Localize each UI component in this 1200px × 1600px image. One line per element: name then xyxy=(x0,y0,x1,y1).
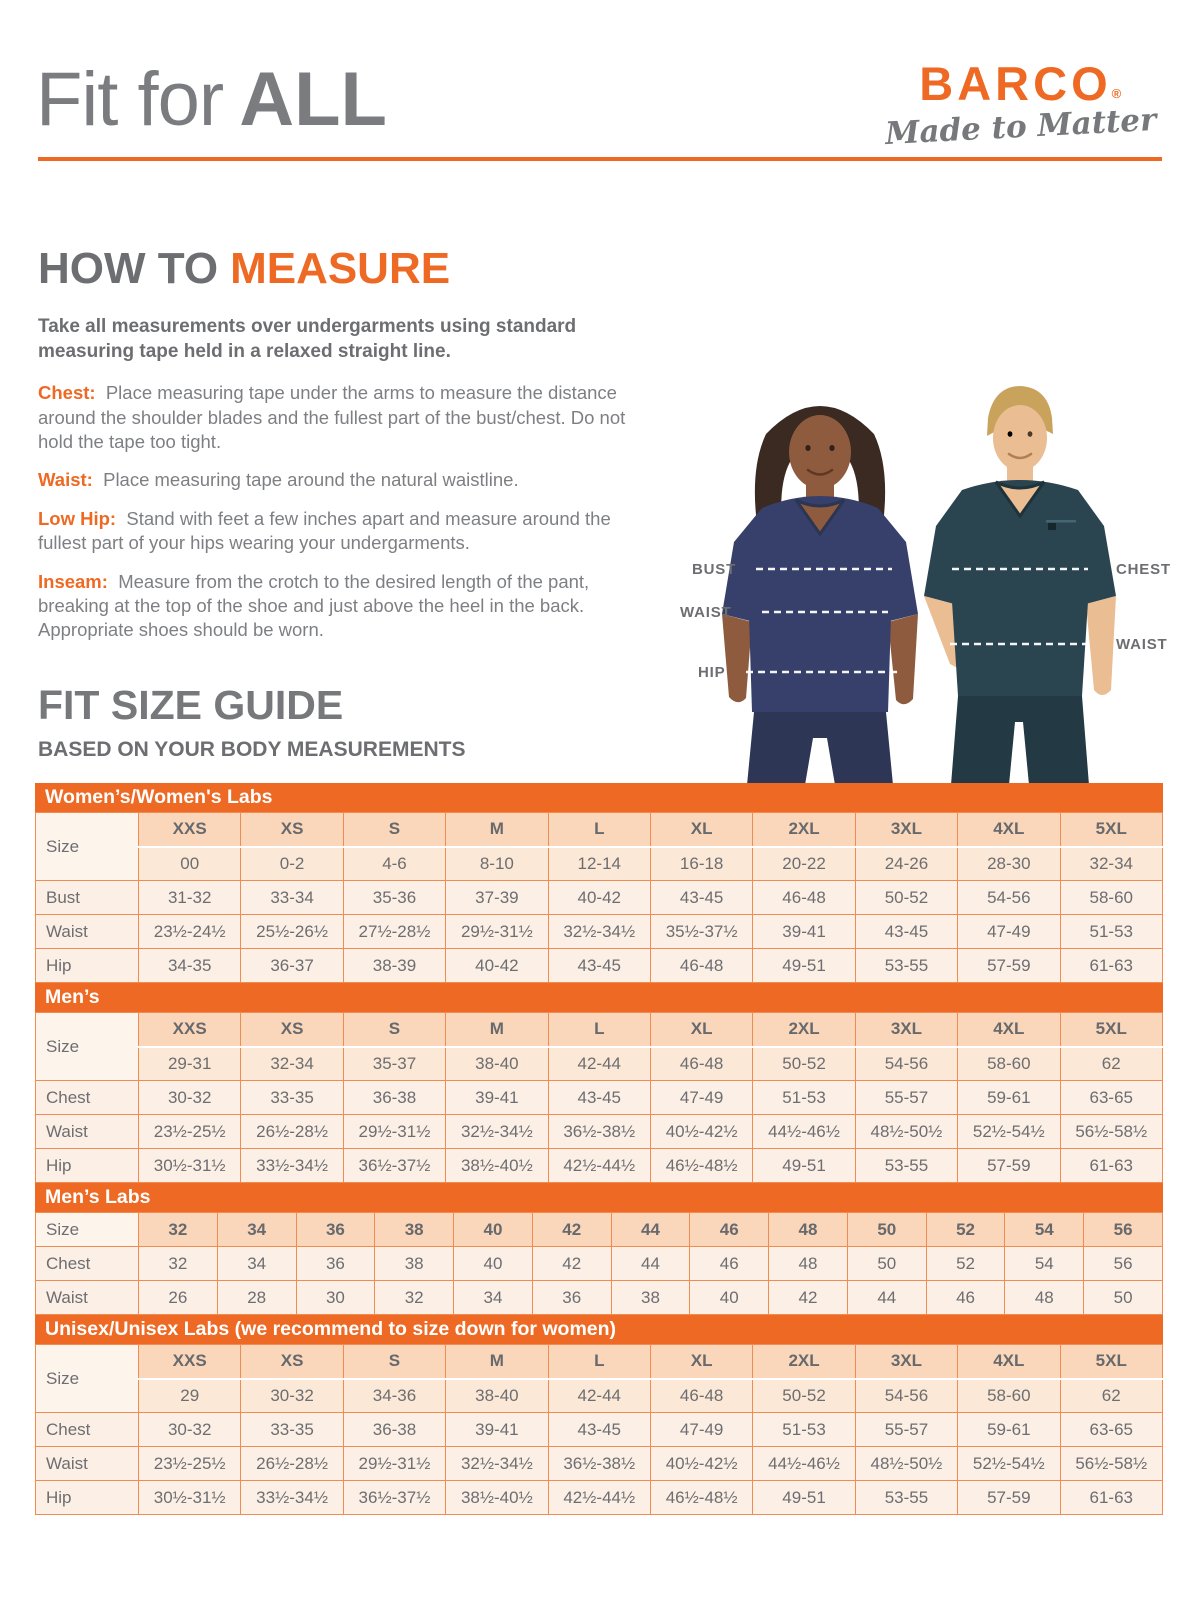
measurement-cell: 57-59 xyxy=(958,949,1060,983)
measurement-cell: 44 xyxy=(611,1247,690,1281)
size-number-cell: 46-48 xyxy=(650,1379,752,1413)
measurement-cell: 47-49 xyxy=(650,1413,752,1447)
size-number-cell: 32-34 xyxy=(1060,847,1162,881)
measurement-cell: 46-48 xyxy=(753,881,855,915)
size-name-cell: 5XL xyxy=(1060,1345,1162,1379)
size-number-cell: 38-40 xyxy=(446,1047,548,1081)
page-title xyxy=(36,56,387,143)
measurement-cell: 61-63 xyxy=(1060,1481,1162,1515)
measurement-cell: 44½-46½ xyxy=(753,1447,855,1481)
table-header-row xyxy=(36,813,1163,847)
measure-item-2 xyxy=(38,507,630,556)
size-number-cell: 42-44 xyxy=(548,1379,650,1413)
size-number-row xyxy=(36,1379,1163,1413)
measurement-cell: 27½-28½ xyxy=(343,915,445,949)
measurement-row xyxy=(36,949,1163,983)
measurement-cell: 30½-31½ xyxy=(139,1481,241,1515)
size-name-cell: 32 xyxy=(139,1213,218,1247)
man-pocket-logo xyxy=(1048,523,1056,530)
measurement-cell: 36 xyxy=(296,1247,375,1281)
measurement-cell: 48½-50½ xyxy=(855,1115,957,1149)
measurement-cell: 53-55 xyxy=(855,1149,957,1183)
measurement-cell: 52 xyxy=(926,1247,1005,1281)
man-pants xyxy=(951,696,1089,785)
woman-arm-right xyxy=(888,614,918,704)
measurement-cell: 63-65 xyxy=(1060,1081,1162,1115)
woman-arm-left xyxy=(722,614,752,702)
measurement-cell: 36-37 xyxy=(241,949,343,983)
size-name-cell: XS xyxy=(241,1013,343,1047)
man-chest-pocket xyxy=(1046,520,1076,523)
measurement-cell: 36 xyxy=(532,1281,611,1315)
measure-item-1 xyxy=(38,468,630,492)
measurement-row xyxy=(36,881,1163,915)
measurement-row xyxy=(36,915,1163,949)
measure-item-label: Inseam: xyxy=(38,570,108,592)
how-to-measure-title-gray: HOW TO xyxy=(38,244,219,293)
size-name-cell: 2XL xyxy=(753,1345,855,1379)
size-name-cell: XXS xyxy=(139,1345,241,1379)
measurement-row xyxy=(36,1281,1163,1315)
size-name-cell: 52 xyxy=(926,1213,1005,1247)
measurement-cell: 38-39 xyxy=(343,949,445,983)
measurement-cell: 34-35 xyxy=(139,949,241,983)
measurement-cell: 26½-28½ xyxy=(241,1115,343,1149)
measurement-cell: 36½-38½ xyxy=(548,1115,650,1149)
man-eye xyxy=(1008,431,1013,437)
measurement-row-label: Waist xyxy=(36,915,139,949)
measurement-cell: 32½-34½ xyxy=(446,1115,548,1149)
measure-intro: Take all measurements over undergarments using standard measuring tape held in a relaxed straight line. xyxy=(38,316,577,363)
size-table-section-2 xyxy=(35,1183,1163,1315)
size-corner-cell: Size xyxy=(36,1345,139,1413)
size-table xyxy=(35,1012,1163,1183)
measurement-cell: 38½-40½ xyxy=(446,1149,548,1183)
measure-item-text: Place measuring tape around the natural waistline. xyxy=(92,469,519,491)
size-number-cell: 29-31 xyxy=(139,1047,241,1081)
measurement-cell: 56½-58½ xyxy=(1060,1447,1162,1481)
measurement-cell: 44 xyxy=(847,1281,926,1315)
size-name-cell: 5XL xyxy=(1060,813,1162,847)
size-name-cell: 40 xyxy=(454,1213,533,1247)
size-name-cell: S xyxy=(343,1013,445,1047)
size-number-cell: 12-14 xyxy=(548,847,650,881)
measurement-cell: 43-45 xyxy=(650,881,752,915)
measurement-row-label: Hip xyxy=(36,1481,139,1515)
size-number-cell: 29 xyxy=(139,1379,241,1413)
size-name-cell: 36 xyxy=(296,1213,375,1247)
table-banner: Men’s xyxy=(35,983,1163,1012)
hip-label: HIP xyxy=(698,664,726,681)
size-table xyxy=(35,1212,1163,1315)
size-number-cell: 28-30 xyxy=(958,847,1060,881)
size-name-cell: 2XL xyxy=(753,813,855,847)
measurement-cell: 54 xyxy=(1005,1247,1084,1281)
measurement-cell: 29½-31½ xyxy=(343,1447,445,1481)
size-number-cell: 32-34 xyxy=(241,1047,343,1081)
measurement-cell: 30-32 xyxy=(139,1081,241,1115)
measurement-cell: 42 xyxy=(769,1281,848,1315)
measurement-cell: 26½-28½ xyxy=(241,1447,343,1481)
size-name-cell: XS xyxy=(241,1345,343,1379)
measure-item-label: Chest: xyxy=(38,382,96,404)
size-number-row xyxy=(36,847,1163,881)
size-name-cell: 38 xyxy=(375,1213,454,1247)
woman-face xyxy=(789,415,851,489)
measurement-cell: 32½-34½ xyxy=(446,1447,548,1481)
size-name-cell: 34 xyxy=(217,1213,296,1247)
measurement-row xyxy=(36,1481,1163,1515)
measurement-cell: 57-59 xyxy=(958,1149,1060,1183)
measurement-cell: 35-36 xyxy=(343,881,445,915)
size-name-cell: L xyxy=(548,1345,650,1379)
measurement-cell: 37-39 xyxy=(446,881,548,915)
size-name-cell: 4XL xyxy=(958,813,1060,847)
measurement-cell: 38½-40½ xyxy=(446,1481,548,1515)
waist-right-label: WAIST xyxy=(1116,636,1168,653)
size-name-cell: 3XL xyxy=(855,1013,957,1047)
models-illustration xyxy=(650,372,1200,785)
measurement-row-label: Waist xyxy=(36,1115,139,1149)
measure-item-0 xyxy=(38,381,630,454)
measurement-cell: 29½-31½ xyxy=(446,915,548,949)
measurement-cell: 46 xyxy=(926,1281,1005,1315)
how-to-measure-title xyxy=(38,244,630,294)
measurement-cell: 52½-54½ xyxy=(958,1447,1060,1481)
measurement-cell: 58-60 xyxy=(1060,881,1162,915)
measurement-cell: 48 xyxy=(769,1247,848,1281)
table-banner: Unisex/Unisex Labs (we recommend to size down for women) xyxy=(35,1315,1163,1344)
measurement-cell: 40½-42½ xyxy=(650,1115,752,1149)
measurement-cell: 36-38 xyxy=(343,1081,445,1115)
measurement-row xyxy=(36,1413,1163,1447)
measure-item-label: Low Hip: xyxy=(38,507,117,529)
measurement-cell: 36½-37½ xyxy=(343,1149,445,1183)
measurement-cell: 46 xyxy=(690,1247,769,1281)
size-number-cell: 30-32 xyxy=(241,1379,343,1413)
measurement-cell: 33-35 xyxy=(241,1081,343,1115)
measurement-cell: 36½-37½ xyxy=(343,1481,445,1515)
measure-item-text: Measure from the crotch to the desired length of the pant, breaking at the top of the shoe and just above the heel in the back. Appropriate shoes should be worn. xyxy=(38,570,590,641)
size-name-cell: 54 xyxy=(1005,1213,1084,1247)
measure-items xyxy=(38,381,630,643)
table-header-row xyxy=(36,1213,1163,1247)
measurement-cell: 39-41 xyxy=(446,1081,548,1115)
measurement-cell: 55-57 xyxy=(855,1413,957,1447)
measurement-cell: 61-63 xyxy=(1060,1149,1162,1183)
brand-tagline: Made to Matter xyxy=(883,101,1157,153)
measurement-cell: 23½-25½ xyxy=(139,1115,241,1149)
size-name-cell: XL xyxy=(650,813,752,847)
chest-label: CHEST xyxy=(1116,561,1171,578)
measurement-row xyxy=(36,1447,1163,1481)
brand-text: BARCO xyxy=(919,57,1112,110)
size-name-cell: 44 xyxy=(611,1213,690,1247)
measurement-cell: 39-41 xyxy=(446,1413,548,1447)
measurement-cell: 23½-25½ xyxy=(139,1447,241,1481)
measurement-row xyxy=(36,1115,1163,1149)
how-to-measure-section xyxy=(38,244,630,657)
size-number-cell: 16-18 xyxy=(650,847,752,881)
measurement-cell: 47-49 xyxy=(958,915,1060,949)
measurement-cell: 53-55 xyxy=(855,949,957,983)
measurement-cell: 39-41 xyxy=(753,915,855,949)
size-number-cell: 00 xyxy=(139,847,241,881)
measurement-cell: 33-34 xyxy=(241,881,343,915)
header-divider xyxy=(38,157,1162,161)
measurement-row xyxy=(36,1247,1163,1281)
measurement-cell: 46-48 xyxy=(650,949,752,983)
measurement-row-label: Hip xyxy=(36,1149,139,1183)
measurement-cell: 43-45 xyxy=(548,949,650,983)
measurement-cell: 36-38 xyxy=(343,1413,445,1447)
size-number-cell: 54-56 xyxy=(855,1047,957,1081)
size-table xyxy=(35,1344,1163,1515)
measurement-cell: 43-45 xyxy=(548,1413,650,1447)
measurement-cell: 40 xyxy=(690,1281,769,1315)
measurement-row-label: Waist xyxy=(36,1281,139,1315)
measurement-cell: 63-65 xyxy=(1060,1413,1162,1447)
measurement-cell: 43-45 xyxy=(855,915,957,949)
size-name-cell: XL xyxy=(650,1345,752,1379)
size-number-cell: 42-44 xyxy=(548,1047,650,1081)
measurement-cell: 30 xyxy=(296,1281,375,1315)
measurement-cell: 28 xyxy=(217,1281,296,1315)
measurement-cell: 57-59 xyxy=(958,1481,1060,1515)
measurement-cell: 43-45 xyxy=(548,1081,650,1115)
measurement-cell: 61-63 xyxy=(1060,949,1162,983)
size-number-cell: 35-37 xyxy=(343,1047,445,1081)
size-name-cell: XL xyxy=(650,1013,752,1047)
size-number-cell: 24-26 xyxy=(855,847,957,881)
measure-item-3 xyxy=(38,570,630,643)
brand-logo xyxy=(883,57,1157,153)
table-header-row xyxy=(36,1013,1163,1047)
measurement-cell: 25½-26½ xyxy=(241,915,343,949)
brand-name xyxy=(885,57,1156,110)
measurement-row xyxy=(36,1081,1163,1115)
measurement-cell: 32½-34½ xyxy=(548,915,650,949)
measurement-cell: 38 xyxy=(375,1247,454,1281)
size-number-cell: 20-22 xyxy=(753,847,855,881)
measurement-cell: 40-42 xyxy=(446,949,548,983)
woman-figure xyxy=(722,406,918,785)
measurement-cell: 36½-38½ xyxy=(548,1447,650,1481)
size-number-cell: 62 xyxy=(1060,1379,1162,1413)
size-number-cell: 4-6 xyxy=(343,847,445,881)
measurement-cell: 51-53 xyxy=(753,1413,855,1447)
size-tables xyxy=(35,783,1163,1515)
size-name-cell: M xyxy=(446,813,548,847)
size-number-cell: 38-40 xyxy=(446,1379,548,1413)
measurement-cell: 32 xyxy=(139,1247,218,1281)
size-name-cell: XXS xyxy=(139,813,241,847)
size-name-cell: XXS xyxy=(139,1013,241,1047)
measurement-cell: 33-35 xyxy=(241,1413,343,1447)
man-figure xyxy=(924,386,1116,785)
measurement-cell: 49-51 xyxy=(753,1149,855,1183)
measurement-cell: 38 xyxy=(611,1281,690,1315)
measurement-cell: 50 xyxy=(847,1247,926,1281)
measurement-cell: 59-61 xyxy=(958,1081,1060,1115)
size-name-cell: 48 xyxy=(769,1213,848,1247)
size-number-cell: 58-60 xyxy=(958,1379,1060,1413)
man-arm-right xyxy=(1086,596,1116,695)
size-name-cell: 2XL xyxy=(753,1013,855,1047)
size-name-cell: M xyxy=(446,1013,548,1047)
measurement-cell: 49-51 xyxy=(753,949,855,983)
measurement-cell: 40 xyxy=(454,1247,533,1281)
measurement-cell: 50-52 xyxy=(855,881,957,915)
measurement-cell: 29½-31½ xyxy=(343,1115,445,1149)
size-number-cell: 0-2 xyxy=(241,847,343,881)
measurement-cell: 34 xyxy=(217,1247,296,1281)
measurement-row-label: Chest xyxy=(36,1081,139,1115)
measurement-cell: 55-57 xyxy=(855,1081,957,1115)
size-number-cell: 54-56 xyxy=(855,1379,957,1413)
measurement-cell: 30-32 xyxy=(139,1413,241,1447)
size-table xyxy=(35,812,1163,983)
measurement-cell: 35½-37½ xyxy=(650,915,752,949)
size-corner-cell: Size xyxy=(36,1213,139,1247)
measurement-cell: 32 xyxy=(375,1281,454,1315)
size-name-cell: XS xyxy=(241,813,343,847)
measurement-cell: 52½-54½ xyxy=(958,1115,1060,1149)
measurement-cell: 51-53 xyxy=(1060,915,1162,949)
man-face xyxy=(993,405,1047,471)
measure-item-text: Place measuring tape under the arms to measure the distance around the shoulder blades and the fullest part of the bust/chest. Do not hold the tape too tight. xyxy=(38,382,626,452)
registered-mark: ® xyxy=(1111,86,1122,101)
waist-left-label: WAIST xyxy=(680,604,732,621)
measurement-cell: 33½-34½ xyxy=(241,1149,343,1183)
measurement-cell: 54-56 xyxy=(958,881,1060,915)
size-name-cell: 56 xyxy=(1084,1213,1163,1247)
measurement-cell: 51-53 xyxy=(753,1081,855,1115)
size-name-cell: 46 xyxy=(690,1213,769,1247)
woman-pants xyxy=(747,712,893,785)
page-title-bold: ALL xyxy=(239,57,387,142)
size-corner-cell: Size xyxy=(36,813,139,881)
measurement-cell: 30½-31½ xyxy=(139,1149,241,1183)
size-name-cell: 3XL xyxy=(855,1345,957,1379)
size-name-cell: M xyxy=(446,1345,548,1379)
size-number-cell: 62 xyxy=(1060,1047,1162,1081)
size-name-cell: L xyxy=(548,813,650,847)
size-name-cell: S xyxy=(343,1345,445,1379)
woman-eye xyxy=(805,445,810,451)
size-table-section-0 xyxy=(35,783,1163,983)
page-title-regular: Fit for xyxy=(36,57,224,142)
size-number-row xyxy=(36,1047,1163,1081)
size-name-cell: 50 xyxy=(847,1213,926,1247)
size-number-cell: 34-36 xyxy=(343,1379,445,1413)
measurement-cell: 33½-34½ xyxy=(241,1481,343,1515)
table-banner: Women’s/Women's Labs xyxy=(35,783,1163,812)
measure-item-text: Stand with feet a few inches apart and measure around the fullest part of your hips wearing your undergarments. xyxy=(38,507,611,554)
models-photo xyxy=(650,372,1200,785)
table-banner: Men’s Labs xyxy=(35,1183,1163,1212)
measurement-row-label: Chest xyxy=(36,1413,139,1447)
woman-eye xyxy=(829,445,834,451)
measurement-cell: 47-49 xyxy=(650,1081,752,1115)
measurement-cell: 26 xyxy=(139,1281,218,1315)
size-number-cell: 46-48 xyxy=(650,1047,752,1081)
measurement-cell: 42½-44½ xyxy=(548,1149,650,1183)
measurement-cell: 59-61 xyxy=(958,1413,1060,1447)
size-number-cell: 50-52 xyxy=(753,1047,855,1081)
size-name-cell: L xyxy=(548,1013,650,1047)
measurement-cell: 46½-48½ xyxy=(650,1149,752,1183)
measurement-row-label: Hip xyxy=(36,949,139,983)
measurement-cell: 50 xyxy=(1084,1281,1163,1315)
size-name-cell: 4XL xyxy=(958,1345,1060,1379)
size-name-cell: 4XL xyxy=(958,1013,1060,1047)
measurement-cell: 48½-50½ xyxy=(855,1447,957,1481)
measurement-cell: 42½-44½ xyxy=(548,1481,650,1515)
measurement-cell: 49-51 xyxy=(753,1481,855,1515)
man-eye xyxy=(1028,431,1033,437)
measurement-cell: 56 xyxy=(1084,1247,1163,1281)
size-guide-heading xyxy=(38,682,465,762)
measurement-row-label: Waist xyxy=(36,1447,139,1481)
measurement-cell: 42 xyxy=(532,1247,611,1281)
size-name-cell: S xyxy=(343,813,445,847)
measurement-cell: 23½-24½ xyxy=(139,915,241,949)
size-number-cell: 50-52 xyxy=(753,1379,855,1413)
size-name-cell: 5XL xyxy=(1060,1013,1162,1047)
table-header-row xyxy=(36,1345,1163,1379)
measurement-cell: 31-32 xyxy=(139,881,241,915)
size-number-cell: 58-60 xyxy=(958,1047,1060,1081)
measurement-cell: 44½-46½ xyxy=(753,1115,855,1149)
size-name-cell: 3XL xyxy=(855,813,957,847)
measurement-cell: 40½-42½ xyxy=(650,1447,752,1481)
size-table-section-3 xyxy=(35,1315,1163,1515)
measurement-cell: 40-42 xyxy=(548,881,650,915)
measurement-cell: 34 xyxy=(454,1281,533,1315)
measurement-cell: 56½-58½ xyxy=(1060,1115,1162,1149)
size-corner-cell: Size xyxy=(36,1013,139,1081)
measurement-row-label: Chest xyxy=(36,1247,139,1281)
bust-label: BUST xyxy=(692,561,737,578)
measure-item-label: Waist: xyxy=(38,469,93,491)
size-table-section-1 xyxy=(35,983,1163,1183)
measurement-cell: 53-55 xyxy=(855,1481,957,1515)
measurement-row xyxy=(36,1149,1163,1183)
measurement-cell: 48 xyxy=(1005,1281,1084,1315)
size-number-cell: 8-10 xyxy=(446,847,548,881)
measurement-row-label: Bust xyxy=(36,881,139,915)
how-to-measure-title-orange: MEASURE xyxy=(230,244,451,293)
size-guide-subtitle: BASED ON YOUR BODY MEASUREMENTS xyxy=(38,738,466,761)
size-guide-title: FIT SIZE GUIDE xyxy=(38,682,344,728)
measurement-cell: 46½-48½ xyxy=(650,1481,752,1515)
size-name-cell: 42 xyxy=(532,1213,611,1247)
